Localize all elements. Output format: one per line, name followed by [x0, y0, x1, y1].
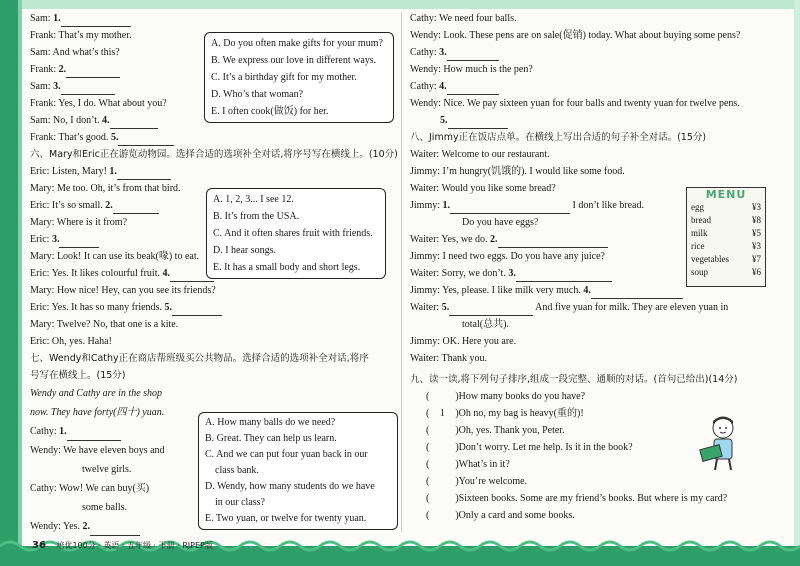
dialogue-text: Sam:: [30, 13, 54, 24]
blank-number: 3.: [508, 268, 516, 279]
right-border: [794, 0, 800, 566]
dialogue-text: Eric: Listen, Mary!: [30, 166, 110, 177]
dialogue-text: Waiter: Would you like some bread?: [410, 183, 556, 194]
dialogue-text: I don’t like bread.: [570, 200, 644, 211]
dialogue-text: Eric: Yes. It likes colourful fruit.: [30, 268, 163, 279]
dialogue-text: Jimmy:: [410, 200, 443, 211]
option-item: A. Do you often make gifts for your mum?: [211, 38, 383, 49]
dialogue-text: Waiter: Yes, we do.: [410, 234, 491, 245]
blank-number: 1.: [53, 13, 61, 24]
dialogue-text: Waiter: Sorry, we don’t.: [410, 268, 509, 279]
answer-blank[interactable]: [110, 116, 158, 129]
dialogue-text: Do you have eggs?: [462, 217, 539, 228]
paren-open: (: [426, 493, 430, 504]
dialogue-line: [410, 10, 794, 27]
menu-item-name: egg: [691, 202, 704, 212]
ordering-sentence: )Oh no, my bag is heavy(重的)!: [455, 408, 584, 419]
dialogue-text: Sam: No, I don’t.: [30, 115, 103, 126]
blank-number: 1.: [442, 200, 451, 211]
answer-blank[interactable]: [449, 303, 533, 316]
blank-number: 2.: [58, 64, 67, 75]
paren-open: (: [426, 510, 430, 521]
dialogue-text: Mary: How nice! Hey, can you see its friends?: [30, 285, 216, 296]
dialogue-text: Mary: Me too. Oh, it’s from that bird.: [30, 183, 181, 194]
page-number: 36: [32, 540, 46, 551]
blank-number: 1.: [59, 426, 67, 437]
answer-blank[interactable]: [172, 303, 222, 316]
dialogue-text: Mary: Twelve? No, that one is a kite.: [30, 319, 179, 330]
dialogue-text: Wendy: Nice. We pay sixteen yuan for four balls and twenty yuan for twelve pens.: [410, 98, 740, 109]
dialogue-line: [30, 384, 396, 403]
paren-open: (: [426, 442, 430, 453]
dialogue-text: Wendy: We have eleven boys and: [30, 445, 165, 456]
dialogue-text: Wendy: Look. These pens are on sale(促销) today. What about buying some pens?: [410, 30, 741, 41]
dialogue-text: Jimmy: OK. Here you are.: [410, 336, 517, 347]
answer-blank[interactable]: [61, 82, 115, 95]
dialogue-text: Waiter:: [410, 302, 442, 313]
blank-number: 5.: [164, 302, 172, 313]
blank-number: 5.: [441, 302, 450, 313]
option-item: B. It’s from the USA.: [213, 211, 300, 222]
dialogue-line: [30, 129, 396, 146]
blank-number: 2.: [105, 200, 113, 211]
answer-blank[interactable]: [447, 48, 499, 61]
menu-card: [686, 187, 766, 287]
blank-number: 1.: [109, 166, 117, 177]
menu-row: [687, 227, 765, 240]
order-answer-slot[interactable]: 1: [439, 408, 445, 419]
dialogue-text: Cathy: We need four balls.: [410, 13, 517, 24]
option-item: C. It’s a birthday gift for my mother.: [211, 72, 357, 83]
option-item: in our class?: [215, 497, 265, 508]
answer-blank[interactable]: [66, 65, 120, 78]
menu-row: [687, 201, 765, 214]
ordering-item: [410, 388, 794, 405]
blank-number: 2.: [82, 521, 91, 532]
blank-number: 5.: [110, 132, 119, 143]
dialogue-text: Cathy:: [410, 47, 440, 58]
dialogue-text: some balls.: [82, 502, 127, 513]
blank-number: 3.: [51, 234, 60, 245]
dialogue-text: Frank:: [30, 64, 59, 75]
dialogue-line: [410, 146, 794, 163]
dialogue-line: [410, 44, 794, 61]
blank-number: 4.: [583, 285, 591, 296]
option-item: B. We express our love in different ways.: [211, 55, 377, 66]
menu-item-name: milk: [691, 228, 708, 238]
dialogue-text: Mary: Look! It can use its beak(喙) to eat.: [30, 251, 200, 262]
dialogue-line: [30, 10, 396, 27]
menu-item-price: ¥3: [752, 241, 761, 251]
ordering-sentence: )What’s in it?: [455, 459, 510, 470]
dialogue-text: Cathy:: [30, 426, 60, 437]
top-band: [22, 0, 800, 9]
options-box-5: [204, 32, 394, 123]
dialogue-text: Wendy: How much is the pen?: [410, 64, 533, 75]
section-title: 七、Wendy和Cathy正在商店帮班级买公共物品。选择合适的选项补全对话,将序: [30, 353, 369, 364]
answer-blank[interactable]: [118, 133, 174, 146]
answer-blank[interactable]: [67, 428, 121, 441]
dialogue-text: Wendy and Cathy are in the shop: [30, 388, 163, 399]
dialogue-text: Waiter: Thank you.: [410, 353, 488, 364]
dialogue-text: Eric: Oh, yes. Haha!: [30, 336, 112, 347]
menu-title: MENU: [705, 188, 747, 201]
menu-item-price: ¥5: [752, 228, 761, 238]
blank-number: 2.: [490, 234, 498, 245]
dialogue-line: [410, 163, 794, 180]
menu-item-price: ¥8: [752, 215, 761, 225]
answer-blank[interactable]: [90, 523, 140, 536]
dialogue-line: [410, 350, 794, 367]
dialogue-line: [410, 27, 794, 44]
dialogue-text: Cathy: Wow! We can buy(买): [30, 483, 150, 494]
dialogue-line: [30, 282, 396, 299]
dialogue-line: [410, 333, 794, 350]
menu-row: [687, 266, 765, 279]
options-box-7: [198, 412, 398, 530]
option-item: A. How many balls do we need?: [205, 417, 336, 428]
options-box-6: [206, 188, 386, 279]
boy-reading-illustration: [693, 412, 749, 472]
blank-number: 4.: [162, 268, 170, 279]
section-title: 九、读一读,将下列句子排序,组成一段完整、通顺的对话。(首句已给出)(14分): [410, 374, 738, 385]
menu-item-price: ¥7: [752, 254, 761, 264]
menu-item-name: rice: [691, 241, 705, 251]
option-item: D. Who’s that woman?: [211, 89, 304, 100]
ordering-item: [410, 473, 794, 490]
dialogue-line: [30, 299, 396, 316]
option-item: C. And we can put four yuan back in our: [205, 449, 368, 460]
dialogue-line: [410, 78, 794, 95]
dialogue-line: [30, 163, 396, 180]
answer-blank[interactable]: [448, 116, 508, 129]
ordering-sentence: )Only a card and some books.: [455, 510, 575, 521]
blank-number: 4.: [102, 115, 110, 126]
paren-open: (: [426, 459, 430, 470]
dialogue-text: now. They have forty(四十) yuan.: [30, 407, 165, 418]
dialogue-text: Eric: It’s so small.: [30, 200, 106, 211]
menu-row: [687, 253, 765, 266]
dialogue-text: Eric:: [30, 234, 52, 245]
dialogue-text: Frank: That’s good.: [30, 132, 111, 143]
dialogue-text: Mary: Where is it from?: [30, 217, 128, 228]
paren-open: (: [426, 425, 430, 436]
dialogue-text: Cathy:: [410, 81, 440, 92]
dialogue-text: Frank: That’s my mother.: [30, 30, 132, 41]
blank-number: 3.: [439, 47, 447, 58]
dialogue-text: Sam: And what’s this?: [30, 47, 120, 58]
answer-blank[interactable]: [447, 82, 499, 95]
section-title: 号写在横线上。(15分): [30, 370, 126, 381]
blank-number: 5.: [440, 115, 448, 126]
dialogue-line: [30, 316, 396, 333]
option-item: E. Two yuan, or twelve for twenty yuan.: [205, 513, 367, 524]
menu-item-name: vegetables: [691, 254, 729, 264]
option-item: B. Great. They can help us learn.: [205, 433, 337, 444]
answer-blank[interactable]: [61, 14, 131, 27]
column-divider: [401, 12, 402, 532]
dialogue-text: Frank: Yes, I do. What about you?: [30, 98, 167, 109]
menu-item-price: ¥3: [752, 202, 761, 212]
option-item: A. 1, 2, 3... I see 12.: [213, 194, 294, 205]
option-item: class bank.: [215, 465, 259, 476]
answer-blank[interactable]: [498, 235, 608, 248]
dialogue-text: total(总共).: [462, 319, 509, 330]
menu-row: [687, 214, 765, 227]
paren-open: (: [426, 391, 430, 402]
option-item: C. And it often shares fruit with friends.: [213, 228, 373, 239]
dialogue-text: Jimmy: Yes, please. I like milk very much.: [410, 285, 584, 296]
dialogue-text: Jimmy: I need two eggs. Do you have any juice?: [410, 251, 605, 262]
ordering-sentence: )Oh, yes. Thank you, Peter.: [455, 425, 565, 436]
left-border-inner: [18, 0, 22, 566]
answer-blank[interactable]: [117, 167, 171, 180]
blank-number: 3.: [53, 81, 61, 92]
answer-blank[interactable]: [516, 269, 612, 282]
dialogue-text: Waiter: Welcome to our restaurant.: [410, 149, 550, 160]
dialogue-text: Sam:: [30, 81, 54, 92]
section-title: 八、Jimmy正在饭店点单。在横线上写出合适的句子补全对话。(15分): [410, 132, 707, 143]
answer-blank[interactable]: [113, 201, 159, 214]
dialogue-line: [30, 333, 396, 350]
ordering-sentence: )How many books do you have?: [455, 391, 586, 402]
blank-number: 4.: [439, 81, 447, 92]
menu-row: [687, 240, 765, 253]
dialogue-text: Jimmy: I’m hungry(饥饿的). I would like some food.: [410, 166, 625, 177]
menu-item-name: bread: [691, 215, 711, 225]
section-title: 六、Mary和Eric正在游览动物园。选择合适的选项补全对话,将序号写在横线上。(10分): [30, 149, 398, 160]
menu-item-price: ¥6: [752, 267, 761, 277]
ordering-sentence: )You’re welcome.: [455, 476, 528, 487]
dialogue-text: Wendy: Yes.: [30, 521, 83, 532]
dialogue-line: [410, 112, 794, 129]
dialogue-line: [410, 316, 794, 333]
left-border: [0, 0, 18, 566]
paren-open: (: [426, 476, 430, 487]
answer-blank[interactable]: [450, 201, 570, 214]
dialogue-text: Eric: Yes. It has so many friends.: [30, 302, 165, 313]
dialogue-text: twelve girls.: [82, 464, 132, 475]
menu-item-name: soup: [691, 267, 709, 277]
answer-blank[interactable]: [591, 286, 683, 299]
dialogue-line: [410, 61, 794, 78]
ordering-sentence: )Don’t worry. Let me help. Is it in the book?: [455, 442, 633, 453]
dialogue-line: [410, 95, 794, 112]
ordering-sentence: )Sixteen books. Some are my friend’s books. But where is my card?: [455, 493, 728, 504]
answer-blank[interactable]: [59, 235, 99, 248]
option-item: D. I hear songs.: [213, 245, 277, 256]
footer-text: 培优100分 · 英语 · 五年级 · 下册 · RJPEP版: [56, 541, 213, 550]
option-item: D. Wendy, how many students do we have: [205, 481, 375, 492]
option-item: E. It has a small body and short legs.: [213, 262, 361, 273]
dialogue-text: And five yuan for milk. They are eleven yuan in: [533, 302, 729, 313]
ordering-item: [410, 490, 794, 507]
ordering-item: [410, 507, 794, 524]
page-footer: [32, 540, 213, 551]
option-item: E. I often cook(做饭) for her.: [211, 106, 329, 117]
paren-open: (: [426, 408, 430, 419]
dialogue-line: [410, 299, 794, 316]
